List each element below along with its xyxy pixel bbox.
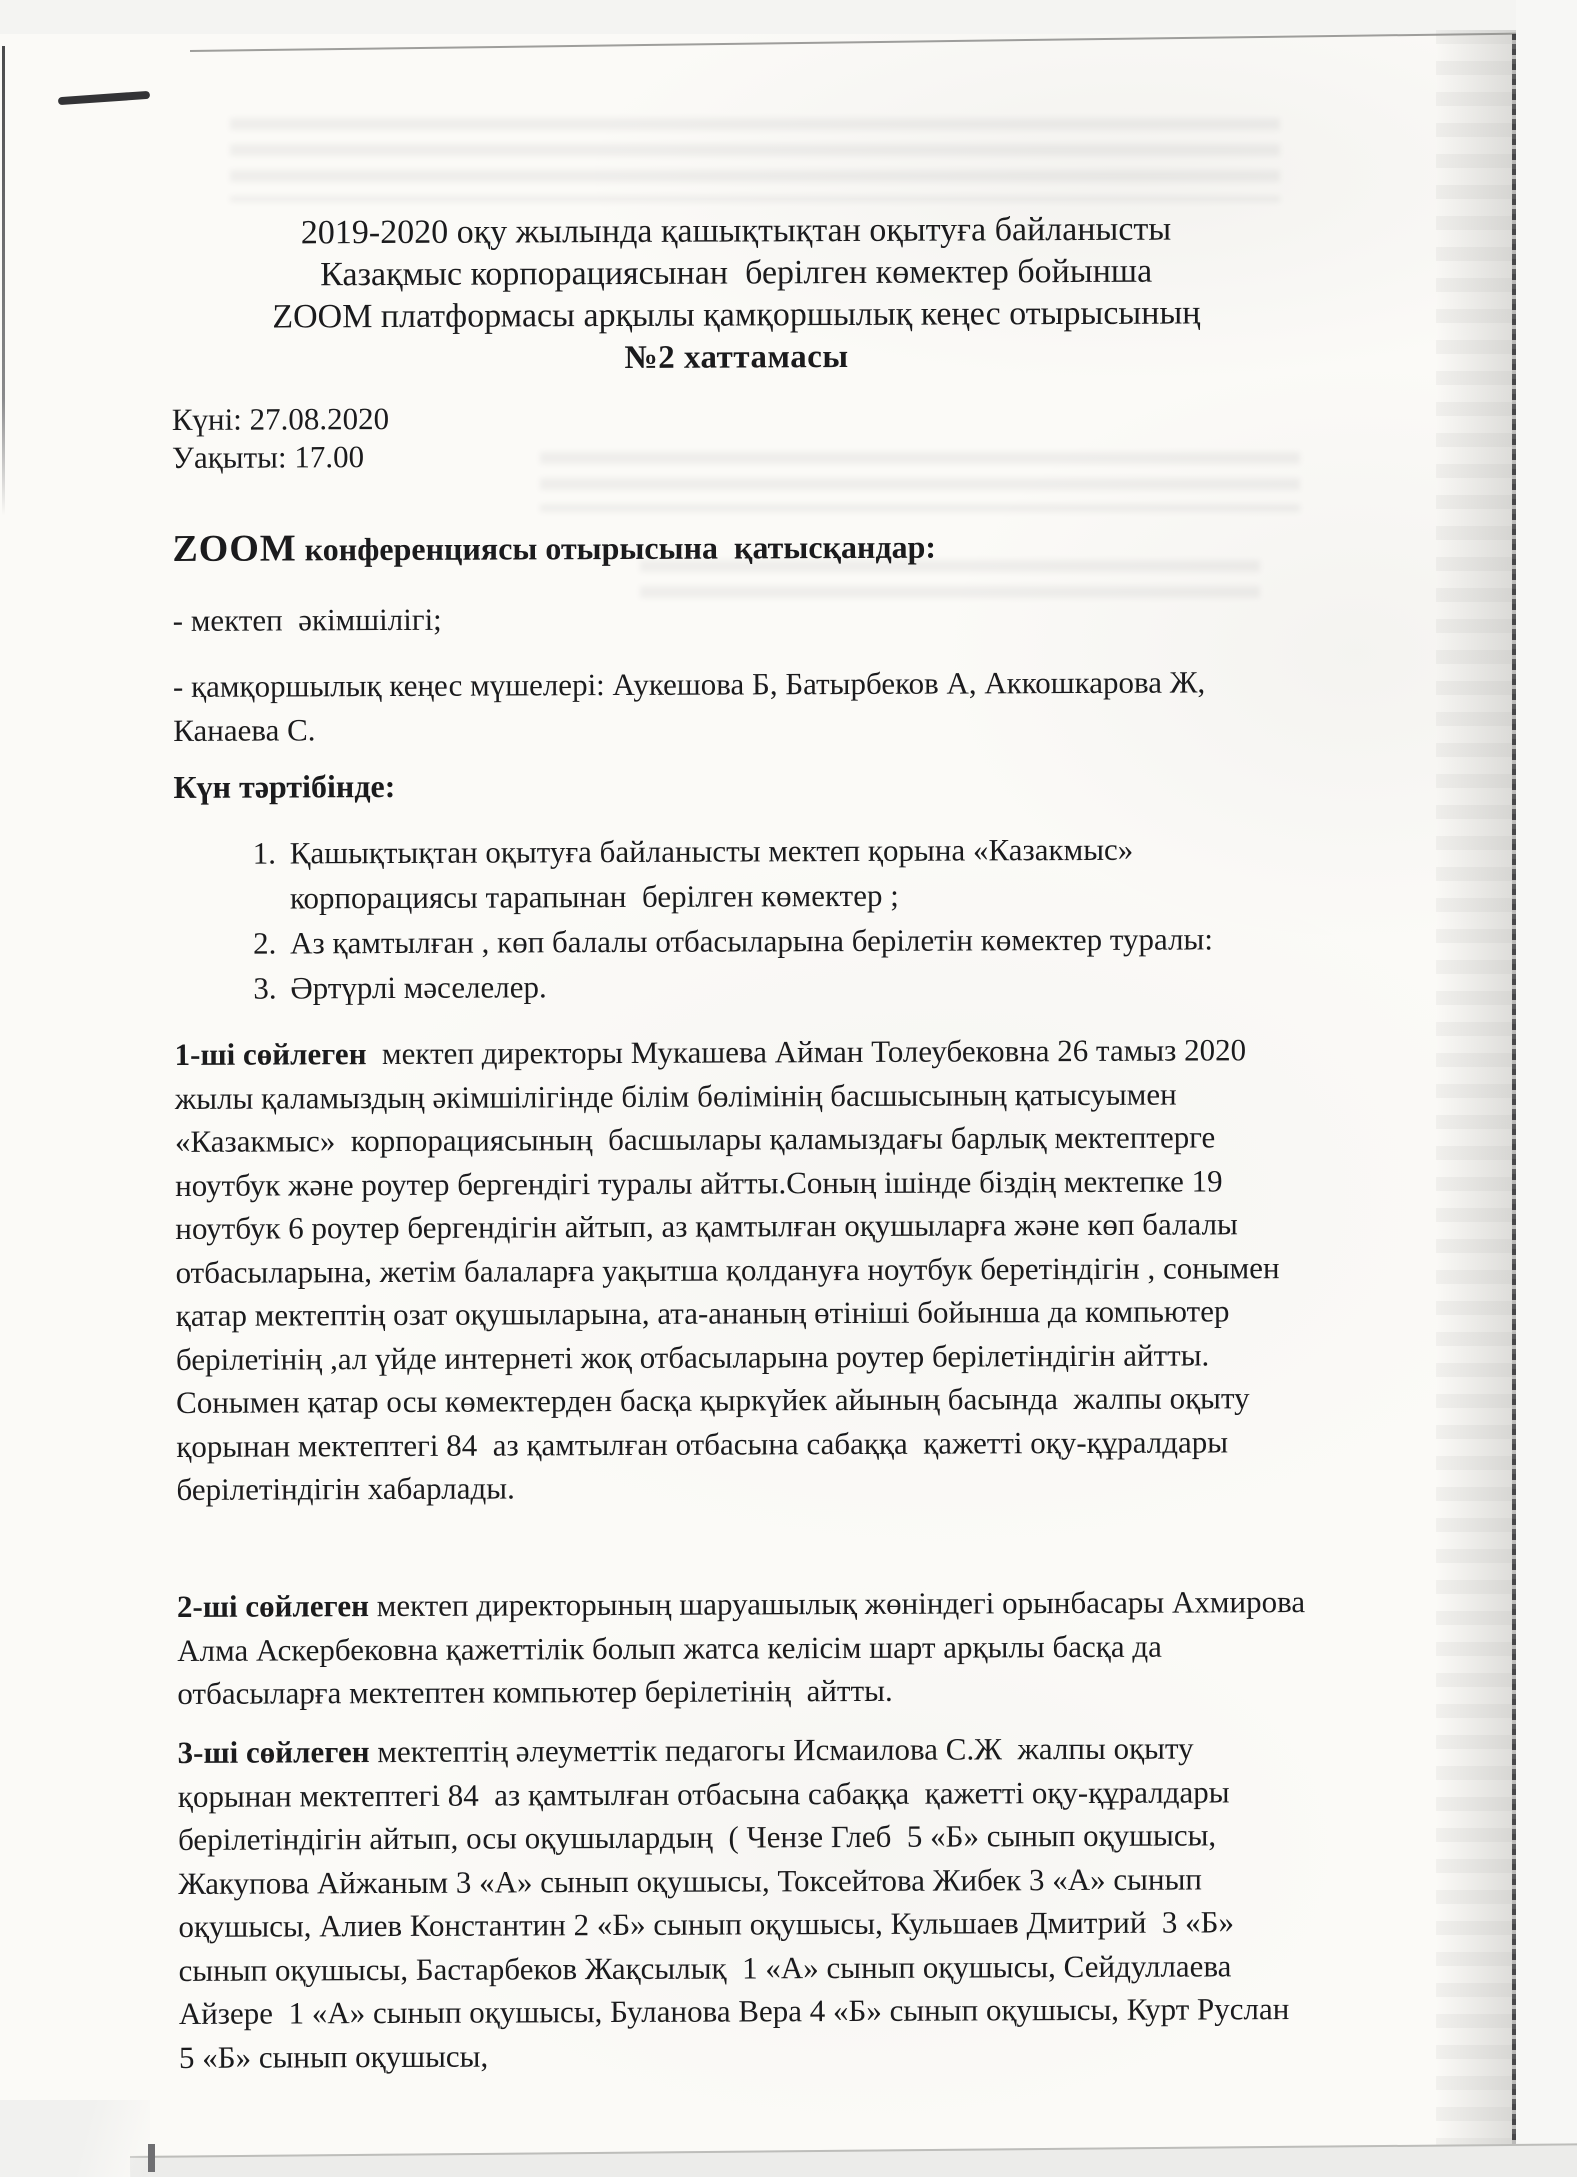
bottom-left-corner-shadow — [0, 2100, 150, 2177]
scanner-right-margin-artifact — [1516, 0, 1577, 2177]
title-line-1: 2019-2020 оқу жылында қашықтықтан оқытуға байланысты — [300, 210, 1172, 252]
bleed-through-artifact — [230, 118, 1280, 202]
agenda-list — [174, 826, 1305, 1011]
document-title — [171, 208, 1302, 381]
title-line-2: Казақмыс корпорациясынан берілген көмектер бойынша — [320, 252, 1153, 294]
document-body — [170, 0, 1313, 2075]
agenda-item: 3. Әртүрлі мәселелер. — [284, 961, 1304, 1010]
right-edge-shadow — [1436, 30, 1516, 2177]
agenda-item: 2. Аз қамтылған , көп балалы отбасыларына берілетін көмектер туралы: — [284, 916, 1304, 965]
speech-lead: 1-ші сөйлеген — [174, 1036, 367, 1072]
speech-lead: 3-ші сөйлеген — [177, 1734, 370, 1770]
paper-right-edge-line — [1512, 34, 1516, 2177]
speech-text: мектептің әлеуметтік педагогы Исмаилова С.Ж жалпы оқыту қорынан мектептегі 84 аз қамтылған отбасына сабаққа қажетті оқу-құралдары берілетіндігін айтып, осы оқушылардың ( Чензе Глеб 5 «Б» сынып оқушысы, Жакупова Айжаным 3 «А» сынып оқушысы, Токсейтова Жибек 3 «А» сынып оқушысы, Алиев Константин 2 «Б» сынып оқушысы, Кульшаев Дмитрий 3 «Б» сынып оқушысы, Бастарбеков Жақсылық 1 «А» сынып оқушысы, Сейдуллаева Айзере 1 «А» сынып оқушысы, Буланова Вера 4 «Б» сынып оқушысы, Курт Руслан 5 «Б» сынып оқушысы, — [177, 1730, 1298, 2075]
title-line-3: ZOOM платформасы арқылы қамқоршылық кеңес отырысының — [272, 294, 1201, 336]
scanner-top-margin-artifact — [0, 0, 1577, 34]
speech-paragraph-1 — [175, 1028, 1307, 1511]
meeting-time: Уақыты: 17.00 — [171, 439, 365, 475]
speech-text: мектеп директоры Мукашева Айман Толеубековна 26 тамыз 2020 жылы қаламыздың әкімшілігінде білім бөлімінің басшысының қатысуымен «Казакмыс» корпорациясының басшылары қаламыздағы барлық мектептерге ноутбук және роутер бергендігі туралы айтты.Соның ішінде біздің мектепке 19 ноутбук 6 роутер бергендігін айтып, аз қамтылған оқушыларға және көп балалы отбасыларына, жетім балаларға уақытша қолдануға ноутбук беретіндігін , сонымен қатар мектептің озат оқушыларына, ата-ананың өтініші бойынша да компьютер берілетінің ,ал үйде интернеті жоқ отбасыларына роутер берілетіндігін айтты. Сонымен қатар осы көмектерден басқа қыркүйек айының басында жалпы оқыту қорынан мектептегі 84 аз қамтылған отбасына сабаққа қажетті оқу-құралдары берілетіндігін хабарлады. — [174, 1032, 1288, 1507]
speech-lead: 2-ші сөйлеген — [176, 1588, 369, 1624]
zoom-word: ZOOM — [172, 527, 297, 570]
participant-item: - мектеп әкімшілігі; — [172, 601, 442, 638]
paper-bottom-edge-shadow — [130, 2143, 1577, 2177]
pen-dash-mark — [58, 91, 150, 105]
speech-paragraph-2 — [176, 1580, 1313, 1715]
paper-left-edge-line — [2, 46, 5, 516]
bottom-edge-mark — [148, 2144, 155, 2172]
agenda-heading: Күн тәртібінде: — [173, 767, 396, 805]
meeting-date: Күні: 27.08.2020 — [171, 401, 390, 437]
paper-top-edge-line — [190, 33, 1520, 52]
speech-text: мектеп директорының шаруашылық жөніндегі орынбасары Ахмирова Алма Аскербековна қажеттілік болып жатса келісім шарт арқылы басқа да отбасыларға мектептен компьютер берілетінің айтты. — [177, 1583, 1313, 1711]
participant-item: - қамқоршылық кеңес мүшелері: Аукешова Б, Батырбеков А, Аккошкарова Ж, Канаева С. — [172, 664, 1214, 748]
participants-heading-rest: конференциясы отырысына қатысқандар: — [296, 528, 937, 568]
protocol-number: №2 хаттамасы — [624, 339, 849, 376]
participants-heading — [172, 522, 1302, 571]
speech-paragraph-3 — [178, 1726, 1310, 2079]
meeting-meta — [172, 396, 1302, 477]
agenda-item: 1. Қашықтықтан оқытуға байланысты мектеп қорына «Казакмыс» корпорациясы тарапынан берілген көмектер ; — [284, 826, 1304, 920]
